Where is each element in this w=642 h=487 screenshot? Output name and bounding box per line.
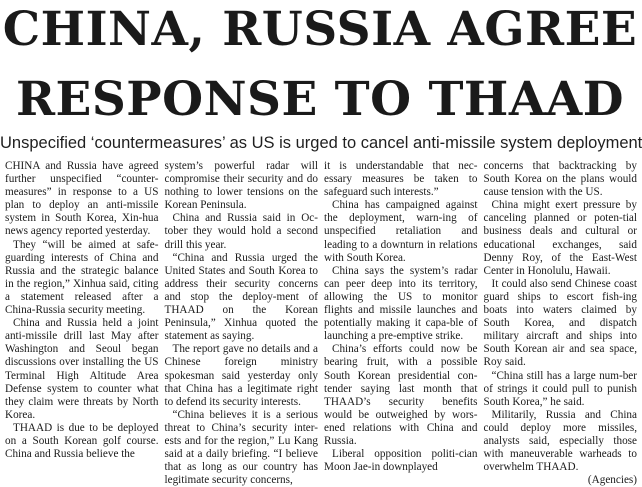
paragraph: it is understandable that nec-essary measures be taken to safeguard such interests.” <box>324 160 478 199</box>
paragraph: “China still has a large num-ber of strings it could pull to punish South Korea,” he said. <box>483 369 637 408</box>
headline-line-2: RESPONSE TO THAAD <box>15 72 625 127</box>
article-column-2 <box>164 160 319 487</box>
paragraph: “China believes it is a serious threat to China’s security inter-ests and for the region,” Lu Kang said at a daily briefing. “I believe that as long as our country has legitimate security concerns, <box>164 408 318 487</box>
paragraph: THAAD is due to be deployed on a South Korean golf course. China and Russia believe the <box>5 421 159 461</box>
subheadline: Unspecified ‘countermeasures’ as US is urged to cancel anti-missile system deployment <box>0 134 642 152</box>
source-credit: (Agencies) <box>587 474 637 487</box>
paragraph: China says the system’s radar can peer deep into its territory, allowing the US to monitor flights and missile launches and potentially making it capa-ble of launching a pre-emptive strike. <box>324 264 478 343</box>
paragraph: Militarily, Russia and China could deploy more missiles, analysts said, especially those with maneuverable warheads to overwhelm THAAD. <box>483 408 637 474</box>
paragraph: China’s efforts could now be bearing fruit, with a possible South Korean presidential con-tender saying last month that THAAD’s security benefits would be outweighed by wors-ened relations with China and Russia. <box>324 343 478 447</box>
paragraph: The report gave no details and a Chinese foreign ministry spokesman said yesterday only that China has a legitimate right to defend its security interests. <box>164 343 318 408</box>
paragraph: “China and Russia urged the United States and South Korea to address their security concerns and stop the deploy-ment of THAAD on the Korean Peninsula,” Xinhua quoted the statement as saying. <box>164 251 318 343</box>
paragraph: CHINA and Russia have agreed further unspecified “counter-measures” in response to a US plan to deploy an anti-missile system in South Korea, Xin-hua news agency reported yesterday. <box>5 160 159 238</box>
paragraph: China might exert pressure by canceling planned or poten-tial business deals and cultural or educational exchanges, said Denny Roy, of the East-West Center in Honolulu, Hawaii. <box>483 199 637 277</box>
article-column-1 <box>5 160 159 464</box>
paragraph: China and Russia held a joint anti-missile drill last May after Washington and Seoul began discussions over installing the US Terminal High Altitude Area Defense system to counter what they claim were threats by North Korea. <box>5 317 159 421</box>
article-column-3 <box>324 160 478 474</box>
paragraph: concerns that backtracking by South Korea on the plans would cause tension with the US. <box>483 160 637 199</box>
article-body <box>5 160 637 487</box>
paragraph: China has campaigned against the deployment, warn-ing of unspecified retaliation and leading to a downturn in relations with South Korea. <box>324 199 478 264</box>
headline-line-1: CHINA, RUSSIA AGREE <box>2 2 638 57</box>
paragraph: Liberal opposition politi-cian Moon Jae-in downplayed <box>324 448 478 474</box>
paragraph: It could also send Chinese coast guard ships to escort fish-ing boats into waters claimed by South Korea, and dispatch military aircraft and ships into South Korean air and sea space, Roy said. <box>483 277 637 369</box>
paragraph: They “will be aimed at safe-guarding interests of China and Russia and the strategic balance in the region,” Xinhua said, citing a statement released after a China-Russia security meeting. <box>5 238 159 317</box>
paragraph: system’s powerful radar will compromise their security and do nothing to lower tensions on the Korean Peninsula. <box>164 160 318 212</box>
paragraph: China and Russia said in Oc-tober they would hold a second drill this year. <box>164 212 318 251</box>
article-column-4 <box>483 160 638 487</box>
